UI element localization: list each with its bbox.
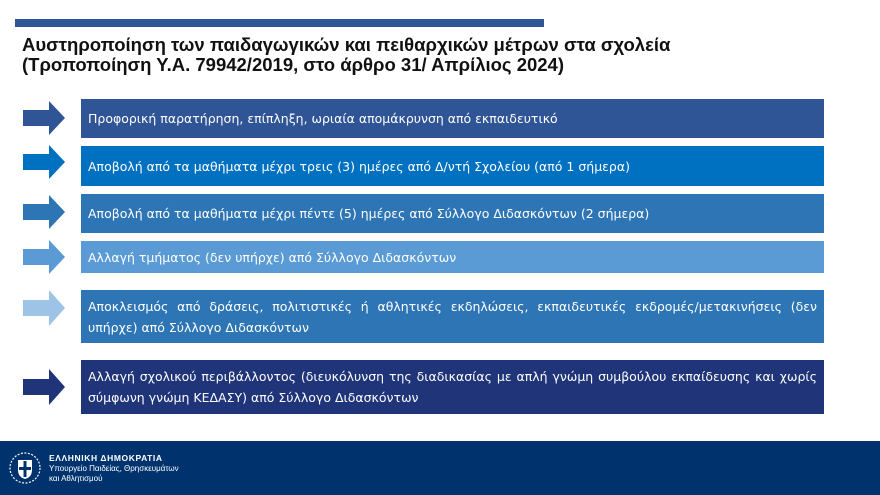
footer-line-1: Υπουργείο Παιδείας, Θρησκευμάτων — [49, 464, 179, 473]
footer — [0, 441, 880, 495]
top-accent-bar — [15, 19, 544, 27]
arrow-right-icon — [23, 369, 65, 405]
ministry-label — [49, 453, 179, 484]
measure-box: Αλλαγή τμήματος (δεν υπήρχε) από Σύλλογο Διδασκόντων — [81, 241, 824, 273]
arrow-right-icon — [23, 101, 65, 135]
greek-emblem-icon — [8, 451, 42, 485]
arrow-right-icon — [23, 195, 65, 229]
measure-box: Προφορική παρατήρηση, επίπληξη, ωριαία απομάκρυνση από εκπαιδευτικό — [81, 99, 824, 138]
title-line-1: Αυστηροποίηση των παιδαγωγικών και πειθαρχικών μέτρων στα σχολεία — [22, 34, 671, 55]
measure-box: Αλλαγή σχολικού περιβάλλοντος (διευκόλυνση της διαδικασίας με απλή γνώμη συμβούλου εκπαίδευσης και χωρίς σύμφωνη γνώμη ΚΕΔΑΣΥ) από Σύλλογο Διδασκόντων — [81, 360, 824, 414]
measure-box: Αποβολή από τα μαθήματα μέχρι τρεις (3) ημέρες από Δ/ντή Σχολείου (από 1 σήμερα) — [81, 146, 824, 186]
measure-box: Αποκλεισμός από δράσεις, πολιτιστικές ή αθλητικές εκδηλώσεις, εκπαιδευτικές εκδρομές/μετακινήσεις (δεν υπήρχε) από Σύλλογο Διδασκόντων — [81, 290, 824, 343]
title-line-2: (Τροποποίηση Υ.Α. 79942/2019, στο άρθρο 31/ Απρίλιος 2024) — [22, 54, 565, 75]
arrow-right-icon — [23, 290, 65, 326]
measure-box: Αποβολή από τα μαθήματα μέχρι πέντε (5) ημέρες από Σύλλογο Διδασκόντων (2 σήμερα) — [81, 194, 824, 233]
arrow-right-icon — [23, 145, 65, 179]
arrow-right-icon — [23, 240, 65, 274]
footer-line-2: και Αθλητισμού — [49, 474, 103, 483]
footer-title: ΕΛΛΗΝΙΚΗ ΔΗΜΟΚΡΑΤΙΑ — [49, 453, 163, 463]
page-title — [22, 35, 862, 75]
